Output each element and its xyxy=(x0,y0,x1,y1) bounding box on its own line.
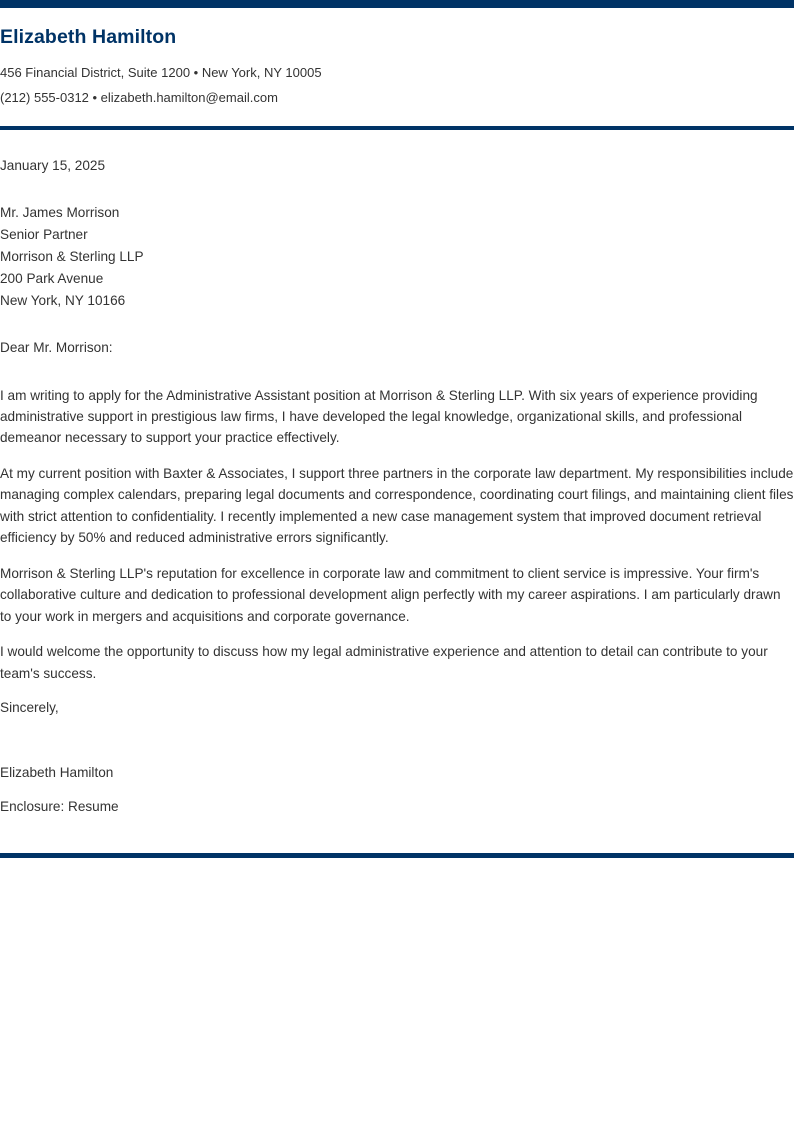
recipient-address-block xyxy=(0,202,794,312)
signature-name: Elizabeth Hamilton xyxy=(0,764,114,780)
enclosure-note: Enclosure: Resume xyxy=(0,798,119,814)
recipient-line: 200 Park Avenue xyxy=(0,271,104,287)
sender-address-line: 456 Financial District, Suite 1200 • New York, NY 10005 xyxy=(0,65,322,81)
letter-date: January 15, 2025 xyxy=(0,157,106,173)
body-paragraph: I would welcome the opportunity to discuss how my legal administrative experience and attention to detail can contribute to your team's success. xyxy=(0,644,768,681)
body-paragraph: I am writing to apply for the Administrative Assistant position at Morrison & Sterling LLP. With six years of experience providing administrative support in prestigious law firms, I have developed the legal knowledge, organizational skills, and professional demeanor necessary to support your practice effectively. xyxy=(0,387,758,446)
recipient-line: New York, NY 10166 xyxy=(0,293,126,309)
recipient-line: Mr. James Morrison xyxy=(0,205,120,221)
signature-space xyxy=(0,719,794,763)
salutation: Dear Mr. Morrison: xyxy=(0,340,113,356)
sender-name: Elizabeth Hamilton xyxy=(0,26,177,48)
body-paragraph: Morrison & Sterling LLP's reputation for excellence in corporate law and commitment to client service is impressive. Your firm's collaborative culture and dedication to professional development align perfectly with my career aspirations. I am particularly drawn to your work in mergers and acquisitions and corporate governance. xyxy=(0,565,781,624)
document-content xyxy=(0,8,794,858)
body-paragraph: At my current position with Baxter & Associates, I support three partners in the corporate law department. My responsibilities include managing complex calendars, preparing legal documents and correspondence, coordinating court filings, and maintaining client files with strict attention to confidentiality. I recently implemented a new case management system that improved document retrieval efficiency by 50% and reduced administrative errors significantly. xyxy=(0,465,794,546)
bottom-accent-rule xyxy=(0,853,794,858)
recipient-line: Morrison & Sterling LLP xyxy=(0,249,144,265)
sender-contact-line: (212) 555-0312 • elizabeth.hamilton@email.com xyxy=(0,89,278,105)
closing-salutation: Sincerely, xyxy=(0,700,59,716)
recipient-line: Senior Partner xyxy=(0,227,88,243)
top-accent-rule xyxy=(0,0,794,8)
letterhead xyxy=(0,8,794,130)
letter-body xyxy=(0,130,794,818)
